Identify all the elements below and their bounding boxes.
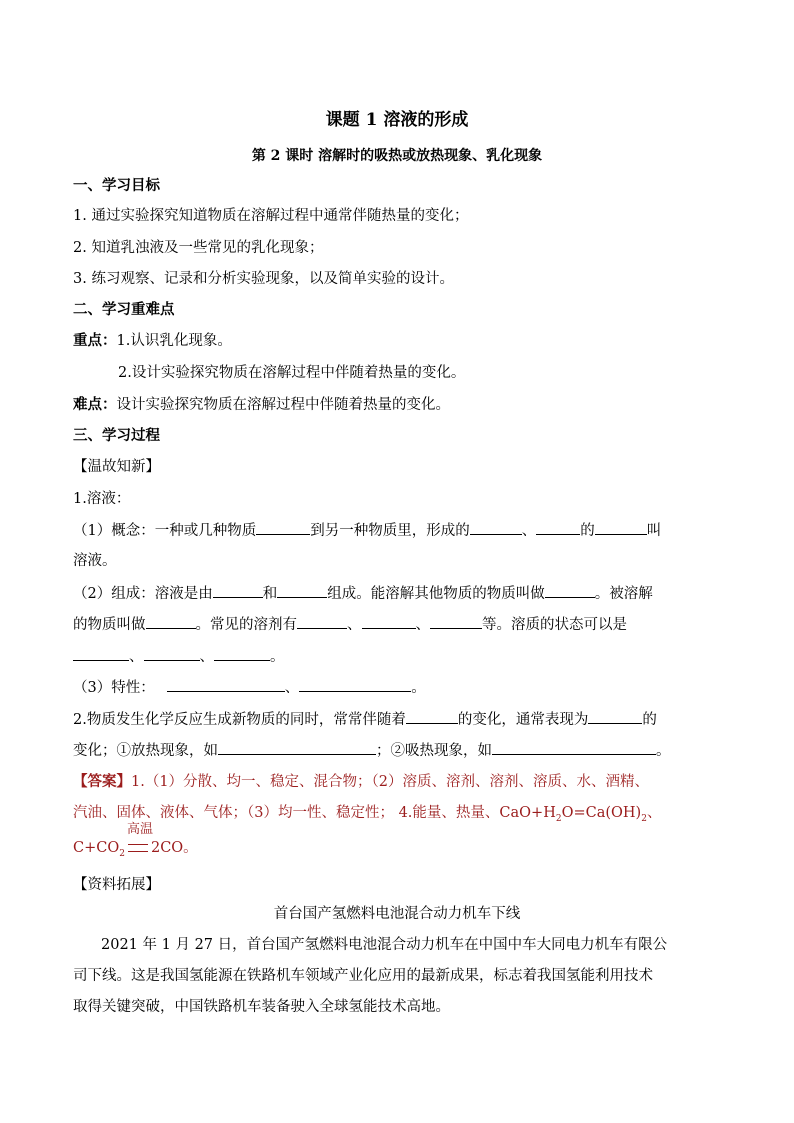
extension-heading: 【资料拓展】 xyxy=(73,877,160,893)
answer-blank[interactable] xyxy=(299,677,411,692)
q-text: 、 xyxy=(199,649,214,665)
question-1: 1.溶液： xyxy=(73,491,131,507)
extension-paragraph-line-2: 司下线。这是我国氢能源在铁路机车领域产业化应用的最新成果，标志着我国氢能利用技术 xyxy=(73,968,653,984)
subscript: 2 xyxy=(641,813,647,824)
answer-text-1: 1.（1）分散、均一、稳定、混合物；（2）溶质、溶剂、溶剂、溶质、水、酒精、 xyxy=(131,774,650,790)
answer-text: 2CO。 xyxy=(150,840,198,856)
q-text: 、 xyxy=(129,649,144,665)
reaction-condition xyxy=(125,822,153,858)
question-1-2 xyxy=(73,583,653,604)
q-text: 到另一种物质里，形成的 xyxy=(310,523,470,539)
question-1-3 xyxy=(73,677,426,698)
subscript: 2 xyxy=(119,848,125,859)
answer-text: 、 xyxy=(646,805,662,821)
q-text: 。 xyxy=(270,649,285,665)
key-text-1: 1.认识乳化现象。 xyxy=(116,333,232,349)
answer-blank[interactable] xyxy=(213,583,263,598)
answer-blank[interactable] xyxy=(297,614,347,629)
question-1-2-cont xyxy=(73,614,627,635)
answer-line-1 xyxy=(73,772,649,792)
section-2-heading: 二、学习重难点 xyxy=(73,301,175,318)
question-1-1-cont: 溶液。 xyxy=(73,553,117,569)
difficulty-label: 难点： xyxy=(73,396,117,413)
q-text: （1）概念：一种或几种物质 xyxy=(73,523,257,539)
answer-blank[interactable] xyxy=(73,646,129,661)
objective-2: 2. 知道乳浊液及一些常见的乳化现象； xyxy=(73,240,324,256)
equals-sign xyxy=(128,844,148,852)
answer-blank[interactable] xyxy=(595,520,647,535)
answer-label: 【答案】 xyxy=(73,773,131,790)
q-text: 。 xyxy=(656,743,671,759)
q-text: 、 xyxy=(521,523,537,539)
objective-3: 3. 练习观察、记录和分析实验现象，以及简单实验的设计。 xyxy=(73,271,454,287)
extension-title: 首台国产氢燃料电池混合动力机车下线 xyxy=(273,906,521,922)
question-2-cont xyxy=(73,740,671,761)
answer-blank[interactable] xyxy=(430,614,482,629)
answer-blank[interactable] xyxy=(406,709,458,724)
answer-text: 汽油、固体、液体、气体；（3）均一性、稳定性； 4.能量、热量、CaO+H xyxy=(73,805,556,821)
answer-text: O=Ca(OH) xyxy=(561,805,642,821)
q-text: 。被溶解 xyxy=(594,586,653,602)
answer-blank[interactable] xyxy=(277,583,327,598)
answer-blank[interactable] xyxy=(492,740,656,755)
answer-blank[interactable] xyxy=(144,646,200,661)
section-3-heading: 三、学习过程 xyxy=(73,427,160,444)
key-point-1 xyxy=(73,331,232,351)
answer-blank[interactable] xyxy=(536,520,580,535)
q-text: 、 xyxy=(415,617,430,633)
answer-blank[interactable] xyxy=(588,709,642,724)
q-text: （3）特性： xyxy=(73,680,155,696)
section-1-heading: 一、学习目标 xyxy=(73,177,160,194)
q-text: 。常见的溶剂有 xyxy=(195,617,297,633)
q-text: 的 xyxy=(642,712,657,728)
answer-blank[interactable] xyxy=(256,520,310,535)
answer-blank[interactable] xyxy=(167,677,285,692)
answer-blank[interactable] xyxy=(362,614,416,629)
key-point-2: 2.设计实验探究物质在溶解过程中伴随着热量的变化。 xyxy=(118,365,466,381)
q-text: 。 xyxy=(411,680,426,696)
extension-paragraph-line-3: 取得关键突破，中国铁路机车装备驶入全球氢能技术高地。 xyxy=(73,999,450,1015)
answer-line-2 xyxy=(73,803,661,829)
question-1-2-cont2 xyxy=(73,646,285,667)
q-text: （2）组成：溶液是由 xyxy=(73,586,213,602)
q-text: 等。溶质的状态可以是 xyxy=(482,617,627,633)
extension-paragraph-line-1: 2021 年 1 月 27 日，首台国产氢燃料电池混合动力机车在中国中车大同电力机车有限公 xyxy=(101,937,668,953)
key-label: 重点： xyxy=(73,332,117,349)
answer-line-3 xyxy=(73,822,198,864)
page-subtitle: 第 2 课时 溶解时的吸热或放热现象、乳化现象 xyxy=(251,148,543,164)
q-text: 的变化，通常表现为 xyxy=(457,712,589,728)
question-2 xyxy=(73,709,657,730)
q-text: 、 xyxy=(347,617,362,633)
objective-1: 1. 通过实验探究知道物质在溶解过程中通常伴随热量的变化； xyxy=(73,208,469,224)
q-text: 和 xyxy=(262,586,278,602)
question-1-1 xyxy=(73,520,661,541)
answer-text: C+CO xyxy=(73,840,120,856)
q-text: ；②吸热现象，如 xyxy=(376,743,492,759)
review-heading: 【温故知新】 xyxy=(73,459,160,475)
q-text: 2.物质发生化学反应生成新物质的同时，常常伴随着 xyxy=(73,712,406,728)
q-text: 、 xyxy=(284,680,300,696)
q-text: 组成。能溶解其他物质的物质叫做 xyxy=(327,586,545,602)
answer-blank[interactable] xyxy=(218,740,376,755)
difficulty-text: 设计实验探究物质在溶解过程中伴随着热量的变化。 xyxy=(116,397,450,413)
page-title: 课题 1 溶液的形成 xyxy=(325,110,469,130)
answer-blank[interactable] xyxy=(470,520,522,535)
answer-blank[interactable] xyxy=(146,614,196,629)
q-text: 变化；①放热现象，如 xyxy=(73,743,218,759)
reaction-condition-label: 高温 xyxy=(126,822,153,837)
answer-blank[interactable] xyxy=(545,583,595,598)
answer-blank[interactable] xyxy=(214,646,270,661)
q-text: 的 xyxy=(580,523,595,539)
q-text: 叫 xyxy=(646,523,662,539)
difficulty xyxy=(73,395,450,415)
q-text: 的物质叫做 xyxy=(73,617,146,633)
subscript: 2 xyxy=(555,813,562,824)
